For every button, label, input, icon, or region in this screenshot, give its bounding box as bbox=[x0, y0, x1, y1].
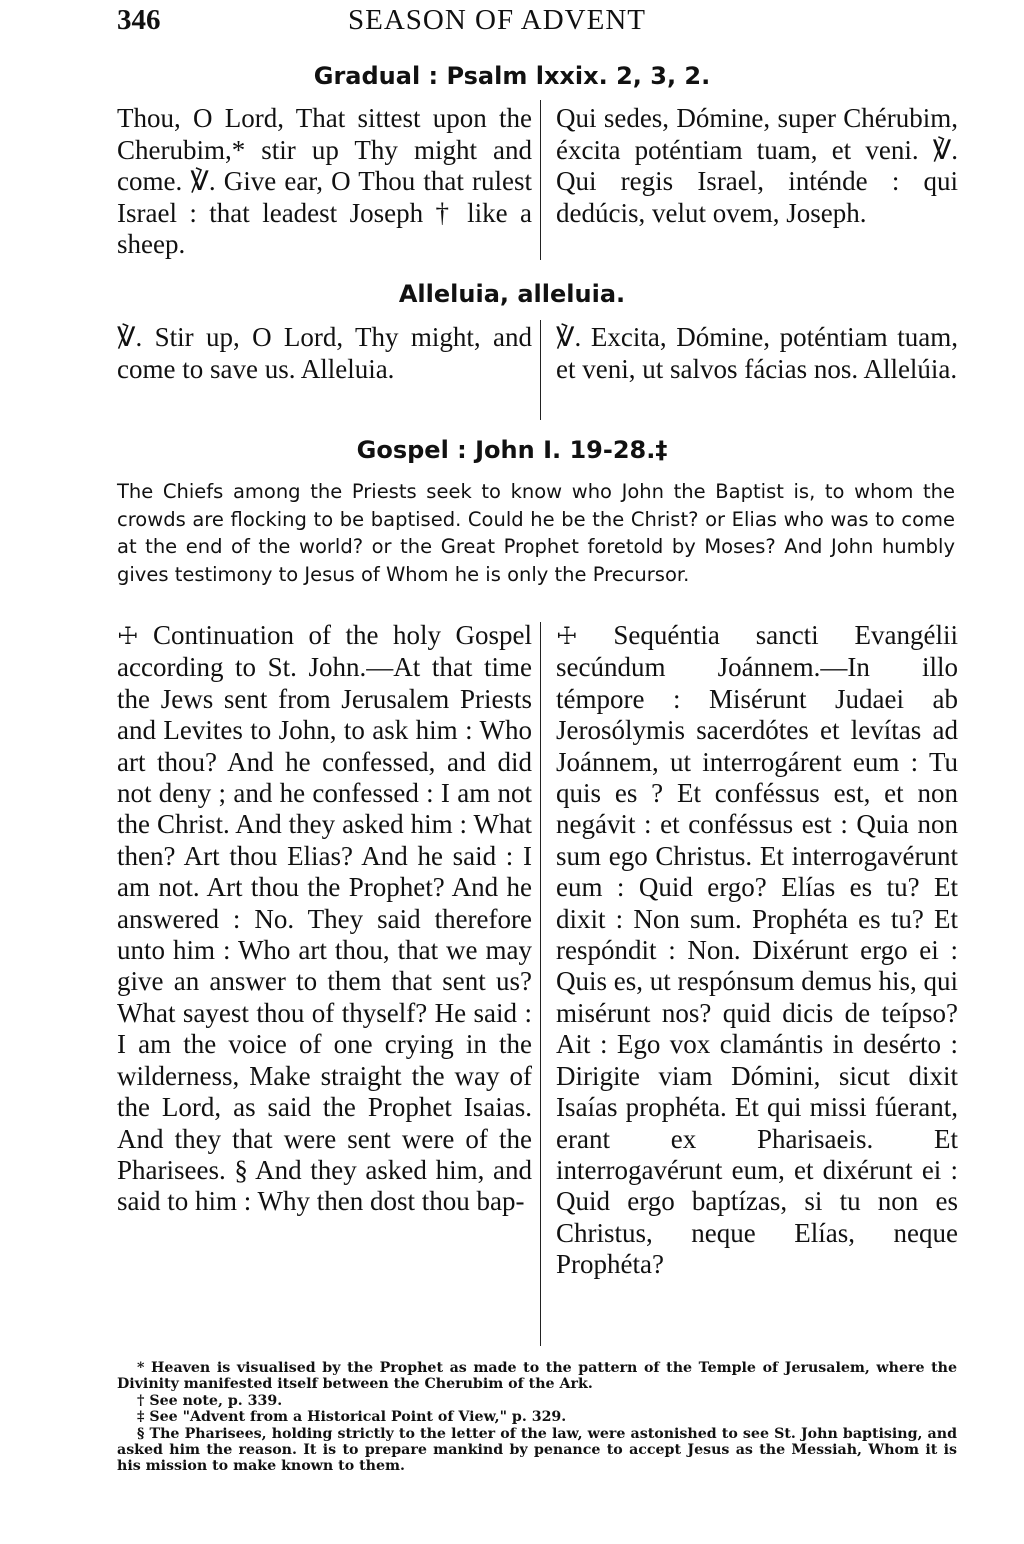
running-title: SEASON OF ADVENT bbox=[348, 4, 646, 36]
footnote-4: § The Pharisees, holding strictly to the letter of the law, were astonished to see St. John baptising, and asked him the reason. It is to prepare mankind by penance to accept Jesus as the Messiah, Whom it is his mission to make known to them. bbox=[117, 1425, 957, 1475]
cross-icon: ☩ bbox=[556, 622, 578, 650]
gradual-column-divider bbox=[540, 100, 541, 260]
footnote-2: † See note, p. 339. bbox=[137, 1392, 283, 1409]
gradual-latin bbox=[556, 103, 958, 229]
gospel-latin-text: Sequéntia sancti Evangélii secúndum Joánnem.—In illo témpore : Misérunt Judaei ab Jerosólymis sacerdótes et levítas ad Joánnem, ut interrogárent eum : Tu quis es ? Et conféssus est, et non negávit : et conféssus est : Quia non sum ego Christus. Et interrogavérunt eum : Quid ergo? Elías es tu? Et dixit : Non sum. Prophéta es tu? Et respóndit : Non. Dixérunt ergo ei : Quis es, ut respónsum demus his, qui misérunt nos? quid dicis de teípso? Ait : Ego vox clamántis in desérto : Dirigite viam Dómini, sicut dixit Isaías prophéta. Et qui missi fúerant, erant ex Pharisaeis. Et interrogavérunt eum, et dixérunt ei : Quid ergo baptízas, si tu non es Christus, neque Elías, neque Prophéta? bbox=[556, 620, 958, 1280]
alleluia-latin-text: ℣. Excita, Dómine, poténtiam tuam, et veni, ut salvos fácias nos. Allelúia. bbox=[556, 322, 958, 384]
alleluia-latin bbox=[556, 322, 958, 385]
alleluia-heading: Alleluia, alleluia. bbox=[398, 280, 626, 308]
cross-icon: ☩ bbox=[117, 622, 139, 650]
running-head bbox=[0, 0, 1024, 44]
gospel-english bbox=[117, 620, 532, 1218]
footnote-1: * Heaven is visualised by the Prophet as made to the pattern of the Temple of Jerusalem, where the Divinity manifested itself between the Cherubim of the Ark. bbox=[117, 1360, 957, 1393]
gospel-summary: The Chiefs among the Priests seek to know who John the Baptist is, to whom the crowds are flocking to be baptised. Could he be the Christ? or Elias who was to come at the end of the world? or the Great Prophet foretold by Moses? And John humbly gives testimony to Jesus of Whom he is only the Precursor. bbox=[117, 480, 955, 586]
alleluia-english-text: ℣. Stir up, O Lord, Thy might, and come to save us. Alleluia. bbox=[117, 322, 532, 384]
footnote-3: ‡ See "Advent from a Historical Point of View," p. 329. bbox=[137, 1409, 567, 1426]
gradual-heading: Gradual : Psalm lxxix. 2, 3, 2. bbox=[313, 62, 711, 90]
gospel-heading: Gospel : John I. 19-28.‡ bbox=[356, 436, 668, 464]
alleluia-english bbox=[117, 322, 532, 385]
gospel-latin bbox=[556, 620, 958, 1281]
gradual-latin-text: Qui sedes, Dómine, super Chérubim, éxcita poténtiam tuam, et veni. ℣. Qui regis Israel, inténde : qui dedúcis, velut ovem, Joseph. bbox=[556, 103, 958, 228]
page-number: 346 bbox=[117, 4, 161, 36]
gradual-english bbox=[117, 103, 532, 261]
footnotes bbox=[117, 1360, 957, 1475]
alleluia-column-divider bbox=[540, 320, 541, 420]
gradual-english-text: Thou, O Lord, That sittest upon the Cherubim,* stir up Thy might and come. ℣. Give ear, O Thou that rulest Israel : that leadest Joseph † like a sheep. bbox=[117, 103, 532, 260]
gospel-english-text: Continuation of the holy Gospel according to St. John.—At that time the Jews sent from Jerusalem Priests and Levites to John, to ask him : Who art thou? And he confessed, and did not deny ; and he confessed : I am not the Christ. And they asked him : What then? Art thou Elias? And he said : I am not. Art thou the Prophet? And he answered : No. They said therefore unto him : Who art thou, that we may give an answer to them that sent us? What sayest thou of thyself? He said : I am the voice of one crying in the wilderness, Make straight the way of the Lord, as said the Prophet Isaias. And they that were sent were of the Pharisees. § And they asked him, and said to him : Why then dost thou bap- bbox=[117, 620, 533, 1217]
gospel-column-divider bbox=[540, 622, 541, 1346]
